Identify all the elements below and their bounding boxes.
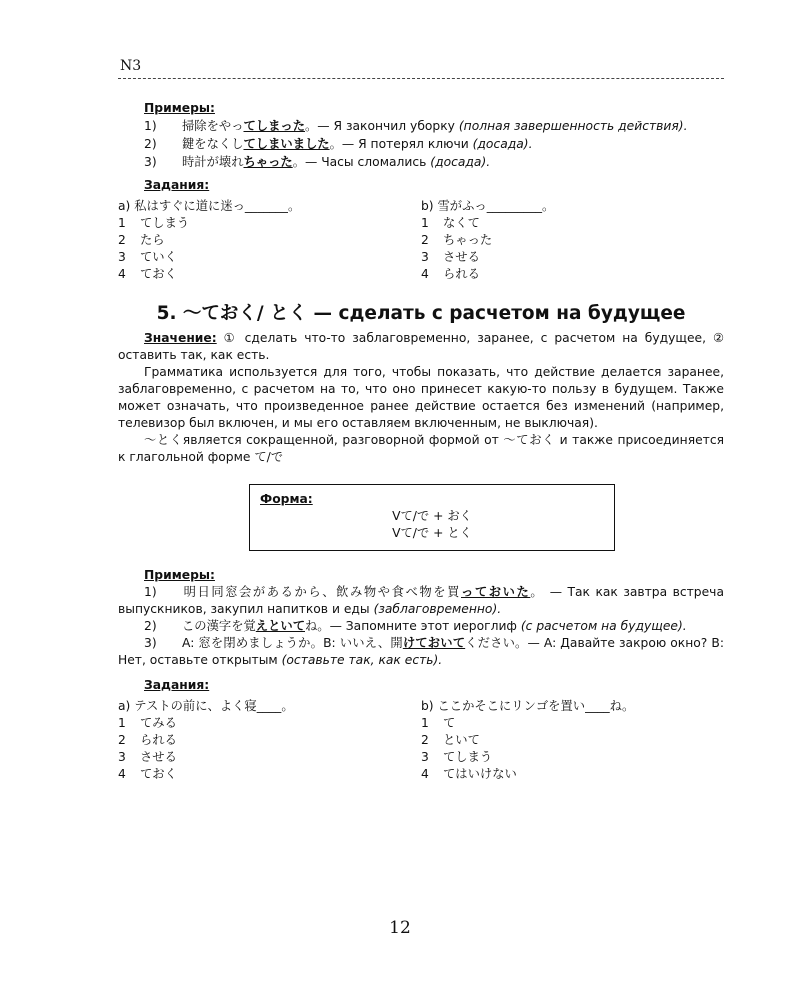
example-1-2: 2) 鍵をなくしてしまいました。— Я потерял ключи (досада).	[144, 137, 533, 151]
form-label: Форма:	[260, 492, 313, 506]
option[interactable]: 1 てしまう	[118, 216, 190, 230]
example-2-2: 2) この漢字を覚えといてね。— Запомните этот иероглиф (с расчетом на будущее).	[144, 619, 687, 633]
option[interactable]: 3 ていく	[118, 250, 177, 264]
task-a-2	[118, 698, 421, 783]
task-b-2	[421, 698, 724, 783]
task-a-1	[118, 198, 421, 283]
tasks-grid-2	[118, 698, 724, 783]
option[interactable]: 2 られる	[118, 733, 177, 747]
task-question: b) ここかそこにリンゴを置い____ね。	[421, 699, 635, 713]
option[interactable]: 2 ちゃった	[421, 233, 493, 247]
form-box	[249, 484, 615, 551]
option[interactable]: 1 なくて	[421, 216, 480, 230]
meaning-paragraph: Значение: ① сделать что-то заблаговременно, заранее, с расчетом на будущее, ② оставить так, как есть.	[118, 331, 724, 362]
option[interactable]: 4 ておく	[118, 267, 177, 281]
option[interactable]: 1 てみる	[118, 716, 177, 730]
grammar-paragraph-2: ～とくявляется сокращенной, разговорной формой от ～ておく и также присоединяется к глагольной форме て/で	[118, 433, 724, 464]
example-2-3: 3) A: 窓を閉めましょうか。B: いいえ、開けておいてください。— A: Давайте закрою окно? B: Нет, оставьте открытым (оставьте так, как есть).	[118, 636, 724, 667]
form-line-2: Vて/で + とく	[392, 526, 472, 540]
task-question: a) テストの前に、よく寝____。	[118, 699, 294, 713]
tasks-title-2: Задания:	[144, 678, 210, 692]
option[interactable]: 1 て	[421, 716, 456, 730]
task-b-1	[421, 198, 724, 283]
option[interactable]: 3 てしまう	[421, 750, 493, 764]
examples-title-1: Примеры:	[144, 101, 215, 115]
page-number: 12	[389, 918, 411, 938]
tasks-title-1: Задания:	[144, 178, 210, 192]
option[interactable]: 4 られる	[421, 267, 480, 281]
option[interactable]: 3 させる	[118, 750, 177, 764]
option[interactable]: 4 てはいけない	[421, 767, 517, 781]
task-question: b) 雪がふっ_________。	[421, 199, 555, 213]
example-1-3: 3) 時計が壊れちゃった。— Часы сломались (досада).	[144, 155, 491, 169]
tasks-grid-1	[118, 198, 724, 283]
option[interactable]: 2 といて	[421, 733, 480, 747]
header-divider	[118, 78, 724, 79]
example-2-1: 1) 明日同窓会があるから、飲み物や食べ物を買っておいた。 — Так как завтра встреча выпускников, закупил напитков и еды (заблаговременно).	[118, 585, 724, 616]
section-heading: 5. ～ておく/ とく — сделать с расчетом на будущее	[156, 303, 686, 324]
grammar-paragraph-1: Грамматика используется для того, чтобы показать, что действие делается заранее, заблаговременно, с расчетом на то, что оно принесет какую-то пользу в будущем. Также может означать, что произведенное ранее действие остается без изменений (например, телевизор был включен, и мы его оставляем включенным, не выключая).	[118, 365, 724, 430]
example-1-1: 1) 掃除をやってしまった。— Я закончил уборку (полная завершенность действия).	[144, 119, 688, 133]
series-label: N3	[120, 58, 142, 74]
option[interactable]: 3 させる	[421, 250, 480, 264]
page-content	[118, 98, 724, 783]
task-question: a) 私はすぐに道に迷っ_______。	[118, 199, 301, 213]
examples-title-2: Примеры:	[144, 568, 215, 582]
option[interactable]: 4 ておく	[118, 767, 177, 781]
option[interactable]: 2 たら	[118, 233, 165, 247]
form-line-1: Vて/で + おく	[392, 509, 472, 523]
